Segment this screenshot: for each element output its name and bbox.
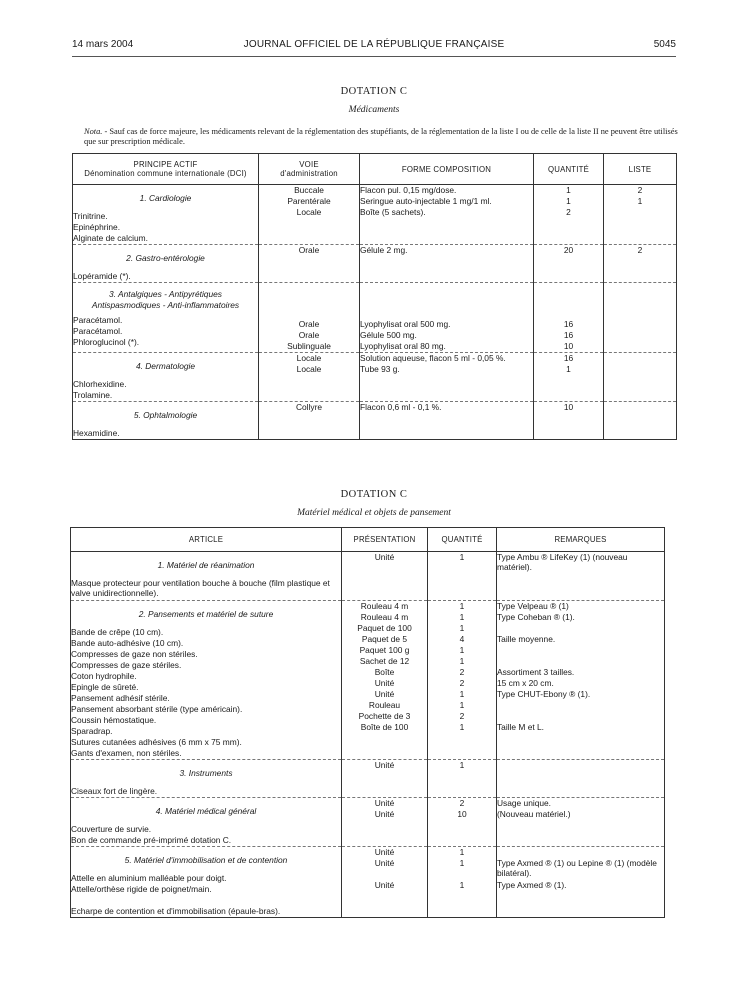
presentation-value: Unité xyxy=(374,760,395,770)
presentation-value: Unité xyxy=(374,858,395,868)
article-name: Pansement absorbant stérile (type américain). xyxy=(71,704,243,714)
voie-value: Parentérale xyxy=(287,196,331,206)
liste-value xyxy=(604,364,676,375)
remarques-value: Type Velpeau ® (1) xyxy=(497,601,569,611)
presentation-value: Unité xyxy=(374,678,395,688)
quantite-value: 1 xyxy=(459,880,465,890)
group-voie-cell xyxy=(259,245,360,283)
header-journal-title: JOURNAL OFFICIEL DE LA RÉPUBLIQUE FRANÇAISE xyxy=(243,39,505,50)
quantite-value: 10 xyxy=(563,341,574,351)
voie-value: Buccale xyxy=(294,185,324,195)
quantite-value: 1 xyxy=(459,700,465,710)
section1-title: DOTATION C xyxy=(340,86,408,97)
voie-value: Locale xyxy=(296,353,322,363)
quantite-value: 4 xyxy=(459,634,465,644)
group-quantite-cell xyxy=(428,760,497,798)
quantite-value: 1 xyxy=(566,364,571,374)
section2-subtitle: Matériel médical et objets de pansement xyxy=(297,508,451,518)
group-remarques-cell xyxy=(497,847,665,918)
group-liste-cell xyxy=(604,185,677,245)
remarques-value: (Nouveau matériel.) xyxy=(497,809,571,819)
forme-value: Tube 93 g. xyxy=(360,364,400,374)
remarques-value xyxy=(497,700,664,711)
principe-actif: Hexamidine. xyxy=(73,428,120,438)
quantite-value: 16 xyxy=(563,319,574,329)
group-quantite-cell xyxy=(534,185,604,245)
quantite-value: 10 xyxy=(563,402,574,412)
quantite-value: 20 xyxy=(563,245,574,255)
medicament-group xyxy=(73,353,677,402)
quantite-value: 2 xyxy=(459,667,465,677)
medicaments-table-header xyxy=(73,154,677,185)
presentation-value: Sachet de 12 xyxy=(359,656,410,666)
presentation-value: Rouleau xyxy=(368,700,401,710)
quantite-value: 1 xyxy=(459,552,465,562)
remarques-value: Taille M et L. xyxy=(497,722,545,732)
liste-value xyxy=(604,402,676,413)
group-quantite-cell xyxy=(428,601,497,760)
group-principe-cell xyxy=(73,402,259,440)
remarques-value: 15 cm x 20 cm. xyxy=(497,678,554,688)
group-title-line: 5. Ophtalmologie xyxy=(133,410,198,420)
principe-actif: Paracétamol. xyxy=(73,326,123,336)
presentation-value: Paquet de 5 xyxy=(361,634,408,644)
article-name: Bande de crêpe (10 cm). xyxy=(71,627,164,637)
voie-value: Orale xyxy=(298,319,320,329)
remarques-value: Type Axmed ® (1) ou Lepine ® (1) (modèle bilatéral). xyxy=(497,858,657,878)
group-remarques-cell xyxy=(497,760,665,798)
article-name: Ciseaux fort de lingère. xyxy=(71,786,158,796)
group-principe-cell xyxy=(73,245,259,283)
quantite-value: 1 xyxy=(459,645,465,655)
liste-value xyxy=(604,353,676,364)
materiel-group xyxy=(71,760,665,798)
liste-value: 2 xyxy=(637,185,643,195)
liste-value xyxy=(604,341,676,352)
quantite-value: 1 xyxy=(459,858,465,868)
group-liste-cell xyxy=(604,283,677,353)
group-title-line: 1. Cardiologie xyxy=(139,193,192,203)
materiel-group xyxy=(71,552,665,601)
group-title xyxy=(73,353,258,379)
liste-value xyxy=(604,207,676,218)
forme-value: Gélule 500 mg. xyxy=(360,330,417,340)
header-date: 14 mars 2004 xyxy=(72,39,134,50)
principe-actif: Alginate de calcium. xyxy=(73,233,148,243)
group-title-line: 3. Antalgiques - Antipyrétiques xyxy=(109,289,222,299)
remarques-value: Taille moyenne. xyxy=(497,634,556,644)
group-quantite-cell xyxy=(534,245,604,283)
article-name: Bon de commande pré-imprimé dotation C. xyxy=(71,835,232,845)
article-name: Sparadrap. xyxy=(71,726,113,736)
note-label: Nota. xyxy=(84,127,103,136)
col-quantite: QUANTITÉ xyxy=(534,154,604,185)
materiel-table xyxy=(70,527,665,918)
presentation-value: Paquet de 100 xyxy=(357,623,412,633)
presentation-value: Rouleau 4 m xyxy=(360,612,409,622)
forme-value: Flacon pul. 0,15 mg/dose. xyxy=(360,185,457,195)
quantite-value: 16 xyxy=(563,330,574,340)
group-remarques-cell xyxy=(497,552,665,601)
col-remarques: REMARQUES xyxy=(497,528,665,552)
remarques-value xyxy=(497,847,664,858)
voie-value: Sublinguale xyxy=(287,341,331,351)
remarques-value xyxy=(497,656,664,667)
group-title xyxy=(73,283,258,315)
quantite-value: 1 xyxy=(459,722,465,732)
article-name: Sutures cutanées adhésives (6 mm x 75 mm). xyxy=(71,737,242,747)
group-forme-cell xyxy=(360,185,534,245)
group-presentation-cell xyxy=(342,552,428,601)
group-title-line: Antispasmodiques - Anti-inflammatoires xyxy=(91,300,240,310)
group-principe-cell xyxy=(73,185,259,245)
principe-actif: Chlorhexidine. xyxy=(73,379,127,389)
section1-subtitle: Médicaments xyxy=(348,105,400,115)
presentation-value: Unité xyxy=(374,809,395,819)
group-title: 4. Matériel médical général xyxy=(155,806,257,816)
quantite-value: 1 xyxy=(566,196,571,206)
col-forme: FORME COMPOSITION xyxy=(360,154,534,185)
presentation-value: Paquet 100 g xyxy=(359,645,410,655)
liste-value xyxy=(604,330,676,341)
group-liste-cell xyxy=(604,402,677,440)
group-title: 1. Matériel de réanimation xyxy=(157,560,255,570)
article-name: Couverture de survie. xyxy=(71,824,152,834)
presentation-value: Boîte xyxy=(374,667,395,677)
group-forme-cell xyxy=(360,283,534,353)
col-article: ARTICLE xyxy=(71,528,342,552)
quantite-value: 1 xyxy=(459,689,465,699)
medicaments-table xyxy=(72,153,677,440)
quantite-value: 1 xyxy=(459,847,465,857)
voie-value: Locale xyxy=(296,207,322,217)
article-name: Bande auto-adhésive (10 cm). xyxy=(71,638,184,648)
article-name: Masque protecteur pour ventilation bouche à bouche (film plastique et valve unidirectionnelle). xyxy=(71,578,330,598)
group-quantite-cell xyxy=(428,552,497,601)
presentation-value: Unité xyxy=(374,847,395,857)
article-name: Echarpe de contention et d'immobilisation (épaule-bras). xyxy=(71,906,281,916)
remarques-value xyxy=(497,645,664,656)
article-name: Attelle en aluminium malléable pour doigt. xyxy=(71,873,227,883)
quantite-value: 1 xyxy=(459,623,465,633)
group-presentation-cell xyxy=(342,760,428,798)
materiel-table-header xyxy=(71,528,665,552)
medicament-group xyxy=(73,185,677,245)
quantite-value: 2 xyxy=(459,798,465,808)
col-liste: LISTE xyxy=(604,154,677,185)
group-voie-cell xyxy=(259,402,360,440)
quantite-value: 1 xyxy=(566,185,571,195)
presentation-value: Unité xyxy=(374,552,395,562)
group-quantite-cell xyxy=(534,283,604,353)
remarques-value: Type CHUT-Ebony ® (1). xyxy=(497,689,591,699)
remarques-value xyxy=(497,760,664,771)
group-remarques-cell xyxy=(497,601,665,760)
group-quantite-cell xyxy=(534,402,604,440)
group-remarques-cell xyxy=(497,798,665,847)
col-principe-actif: PRINCIPE ACTIF Dénomination commune internationale (DCI) xyxy=(73,154,259,185)
col-presentation: PRÉSENTATION xyxy=(342,528,428,552)
forme-value: Lyophylisat oral 500 mg. xyxy=(360,319,451,329)
article-name: Compresses de gaze non stériles. xyxy=(71,649,198,659)
principe-actif: Trinitrine. xyxy=(73,211,108,221)
group-quantite-cell xyxy=(534,353,604,402)
quantite-value: 1 xyxy=(459,612,465,622)
liste-value: 2 xyxy=(637,245,643,255)
principe-actif: Phloroglucinol (*). xyxy=(73,337,140,347)
remarques-value xyxy=(497,711,664,722)
quantite-value: 2 xyxy=(459,678,465,688)
remarques-value: Usage unique. xyxy=(497,798,552,808)
note-text: - Sauf cas de force majeure, les médicaments relevant de la réglementation des stupéfiants, de la réglementation de la liste I ou de celle de la liste II ne peuvent être utilisés que sur prescription médicale. xyxy=(84,127,678,146)
quantite-value: 1 xyxy=(459,760,465,770)
article-name: Pansement adhésif stérile. xyxy=(71,693,170,703)
group-liste-cell xyxy=(604,245,677,283)
voie-value: Locale xyxy=(296,364,322,374)
col-quantite: QUANTITÉ xyxy=(428,528,497,552)
group-article-cell xyxy=(71,760,342,798)
principe-actif: Lopéramide (*). xyxy=(73,271,131,281)
group-title xyxy=(73,245,258,271)
forme-value: Flacon 0,6 ml - 0,1 %. xyxy=(360,402,442,412)
group-article-cell xyxy=(71,798,342,847)
article-name: Coussin hémostatique. xyxy=(71,715,157,725)
group-forme-cell xyxy=(360,245,534,283)
forme-value: Boîte (5 sachets). xyxy=(360,207,426,217)
materiel-group xyxy=(71,601,665,760)
remarques-value xyxy=(497,623,664,634)
presentation-value: Unité xyxy=(374,689,395,699)
quantite-value: 1 xyxy=(459,656,465,666)
quantite-value: 10 xyxy=(457,809,467,819)
materiel-group xyxy=(71,798,665,847)
liste-value xyxy=(604,319,676,330)
group-presentation-cell xyxy=(342,601,428,760)
article-name: Epingle de sûreté. xyxy=(71,682,139,692)
group-liste-cell xyxy=(604,353,677,402)
group-voie-cell xyxy=(259,283,360,353)
group-title: 5. Matériel d'immobilisation et de contention xyxy=(124,855,288,865)
forme-value: Seringue auto-injectable 1 mg/1 ml. xyxy=(360,196,492,206)
running-header xyxy=(72,39,676,53)
article-name: Gants d'examen, non stériles. xyxy=(71,748,182,758)
presentation-value: Pochette de 3 xyxy=(358,711,411,721)
group-title: 3. Instruments xyxy=(179,768,233,778)
col-voie: VOIE d'administration xyxy=(259,154,360,185)
group-quantite-cell xyxy=(428,798,497,847)
forme-value: Lyophylisat oral 80 mg. xyxy=(360,341,446,351)
section2-title: DOTATION C xyxy=(340,489,408,500)
header-rule xyxy=(72,56,676,57)
principe-actif: Paracétamol. xyxy=(73,315,123,325)
group-title-line: 4. Dermatologie xyxy=(135,361,196,371)
quantite-value: 16 xyxy=(563,353,574,363)
materiel-group xyxy=(71,847,665,918)
group-presentation-cell xyxy=(342,798,428,847)
principe-actif: Trolamine. xyxy=(73,390,113,400)
group-forme-cell xyxy=(360,353,534,402)
group-title xyxy=(73,402,258,428)
voie-value: Orale xyxy=(298,245,320,255)
remarques-value: Assortiment 3 tailles. xyxy=(497,667,575,677)
group-quantite-cell xyxy=(428,847,497,918)
quantite-value: 2 xyxy=(566,207,571,217)
remarques-value: Type Coheban ® (1). xyxy=(497,612,575,622)
presentation-value: Unité xyxy=(374,880,395,890)
medicament-group xyxy=(73,283,677,353)
group-article-cell xyxy=(71,552,342,601)
quantite-value: 2 xyxy=(459,711,465,721)
medicament-group xyxy=(73,402,677,440)
article-name: Coton hydrophile. xyxy=(71,671,137,681)
voie-value: Orale xyxy=(298,330,320,340)
group-principe-cell xyxy=(73,283,259,353)
group-title xyxy=(73,185,258,211)
forme-value: Gélule 2 mg. xyxy=(360,245,408,255)
voie-value: Collyre xyxy=(295,402,323,412)
group-title: 2. Pansements et matériel de suture xyxy=(138,609,274,619)
article-name: Attelle/orthèse rigide de poignet/main. xyxy=(71,884,212,894)
presentation-value: Rouleau 4 m xyxy=(360,601,409,611)
section1-note xyxy=(84,127,678,147)
group-principe-cell xyxy=(73,353,259,402)
group-forme-cell xyxy=(360,402,534,440)
group-article-cell xyxy=(71,847,342,918)
principe-actif: Epinéphrine. xyxy=(73,222,121,232)
presentation-value: Unité xyxy=(374,798,395,808)
medicament-group xyxy=(73,245,677,283)
group-title-line: 2. Gastro-entérologie xyxy=(126,253,205,263)
group-voie-cell xyxy=(259,353,360,402)
presentation-value: Boîte de 100 xyxy=(360,722,409,732)
liste-value: 1 xyxy=(637,196,643,206)
remarques-value: Type Ambu ® LifeKey (1) (nouveau matériel). xyxy=(497,552,628,572)
quantite-value: 1 xyxy=(459,601,465,611)
group-voie-cell xyxy=(259,185,360,245)
article-name: Compresses de gaze stériles. xyxy=(71,660,182,670)
header-page-number: 5045 xyxy=(653,39,676,50)
group-presentation-cell xyxy=(342,847,428,918)
group-article-cell xyxy=(71,601,342,760)
remarques-value: Type Axmed ® (1). xyxy=(497,880,567,890)
forme-value: Solution aqueuse, flacon 5 ml - 0,05 %. xyxy=(360,353,506,363)
